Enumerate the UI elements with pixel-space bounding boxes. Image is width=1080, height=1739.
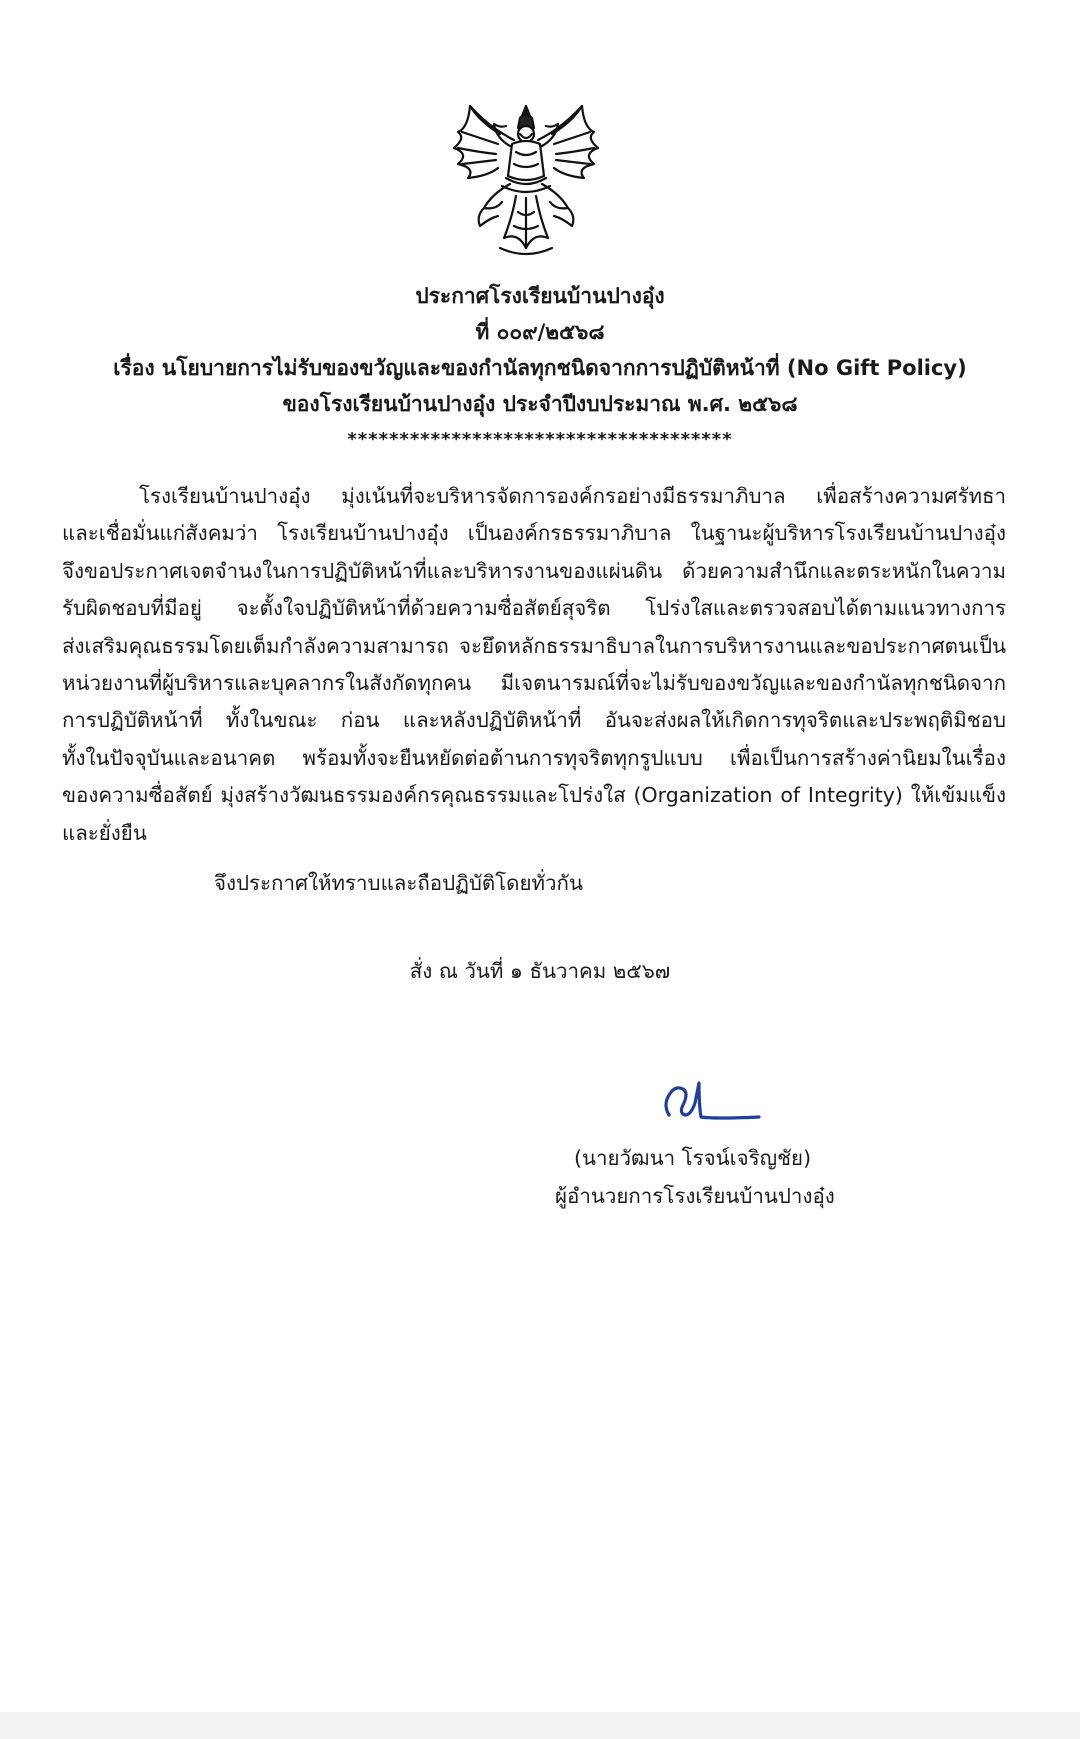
- announcement-closing: จึงประกาศให้ทราบและถือปฏิบัติโดยทั่วกัน: [214, 871, 583, 895]
- header-title: ประกาศโรงเรียนบ้านปางอุ๋ง: [415, 284, 665, 308]
- body-line: โรงเรียนบ้านปางอุ๋ง มุ่งเน้นที่จะบริหารจัดการองค์กรอย่างมีธรรมาภิบาล เพื่อสร้างความศรัทธา: [139, 484, 1006, 508]
- announcement-header: [0, 278, 1080, 458]
- signer-name: (นายวัฒนา โรจน์เจริญชัย): [574, 1146, 812, 1170]
- body-line: ส่งเสริมคุณธรรมโดยเต็มกำลังความสามารถ จะยึดหลักธรรมาธิบาลในการบริหารงานและขอประกาศตนเป็น: [62, 633, 1006, 658]
- body-paragraph: [62, 478, 1006, 852]
- signature-icon: [655, 1075, 765, 1127]
- body-line: หน่วยงานที่ผู้บริหารและบุคลากรในสังกัดทุกคน มีเจตนารมณ์ที่จะไม่รับของขวัญและของกำนัลทุกชนิดจาก: [62, 671, 1006, 696]
- page-bottom-band: [0, 1712, 1080, 1739]
- body-line: และเชื่อมั่นแก่สังคมว่า โรงเรียนบ้านปางอุ๋ง เป็นองค์กรธรรมาภิบาล ในฐานะผู้บริหารโรงเรียนบ้านปางอุ๋ง: [62, 521, 1006, 546]
- issue-date: สั่ง ณ วันที่ ๑ ธันวาคม ๒๕๖๗: [409, 959, 671, 983]
- garuda-emblem-icon: [440, 98, 612, 260]
- document-number: ที่ ๐๐๙/๒๕๖๘: [475, 320, 605, 344]
- body-line: และยั่งยืน: [62, 820, 147, 845]
- body-line: รับผิดชอบที่มีอยู่ จะตั้งใจปฏิบัติหน้าที่ด้วยความซื่อสัตย์สุจริต โปร่งใสและตรวจสอบได้ตามแนวทางการ: [62, 596, 1006, 621]
- subject-line-2: ของโรงเรียนบ้านปางอุ๋ง ประจำปีงบประมาณ พ.ศ. ๒๕๖๘: [282, 392, 798, 416]
- body-line: จึงขอประกาศเจตจำนงในการปฏิบัติหน้าที่และบริหารงานของแผ่นดิน ด้วยความสำนึกและตระหนักในความ: [62, 558, 1006, 583]
- body-line: การปฏิบัติหน้าที่ ทั้งในขณะ ก่อน และหลังปฏิบัติหน้าที่ อันจะส่งผลให้เกิดการทุจริตและประพฤติมิชอบ: [62, 708, 1006, 733]
- body-line: ของความซื่อสัตย์ มุ่งสร้างวัฒนธรรมองค์กรคุณธรรมและโปร่งใส (Organization of Integrity) ให้เข้มแข็ง: [62, 783, 1006, 808]
- signer-position: ผู้อำนวยการโรงเรียนบ้านปางอุ๋ง: [555, 1184, 835, 1208]
- header-divider: *************************************: [347, 429, 733, 450]
- body-line: ทั้งในปัจจุบันและอนาคต พร้อมทั้งจะยืนหยัดต่อต้านการทุจริตทุกรูปแบบ เพื่อเป็นการสร้างค่านิยมในเรื่อง: [62, 745, 1006, 770]
- subject-line: เรื่อง นโยบายการไม่รับของขวัญและของกำนัลทุกชนิดจากการปฏิบัติหน้าที่ (No Gift Policy): [113, 356, 967, 380]
